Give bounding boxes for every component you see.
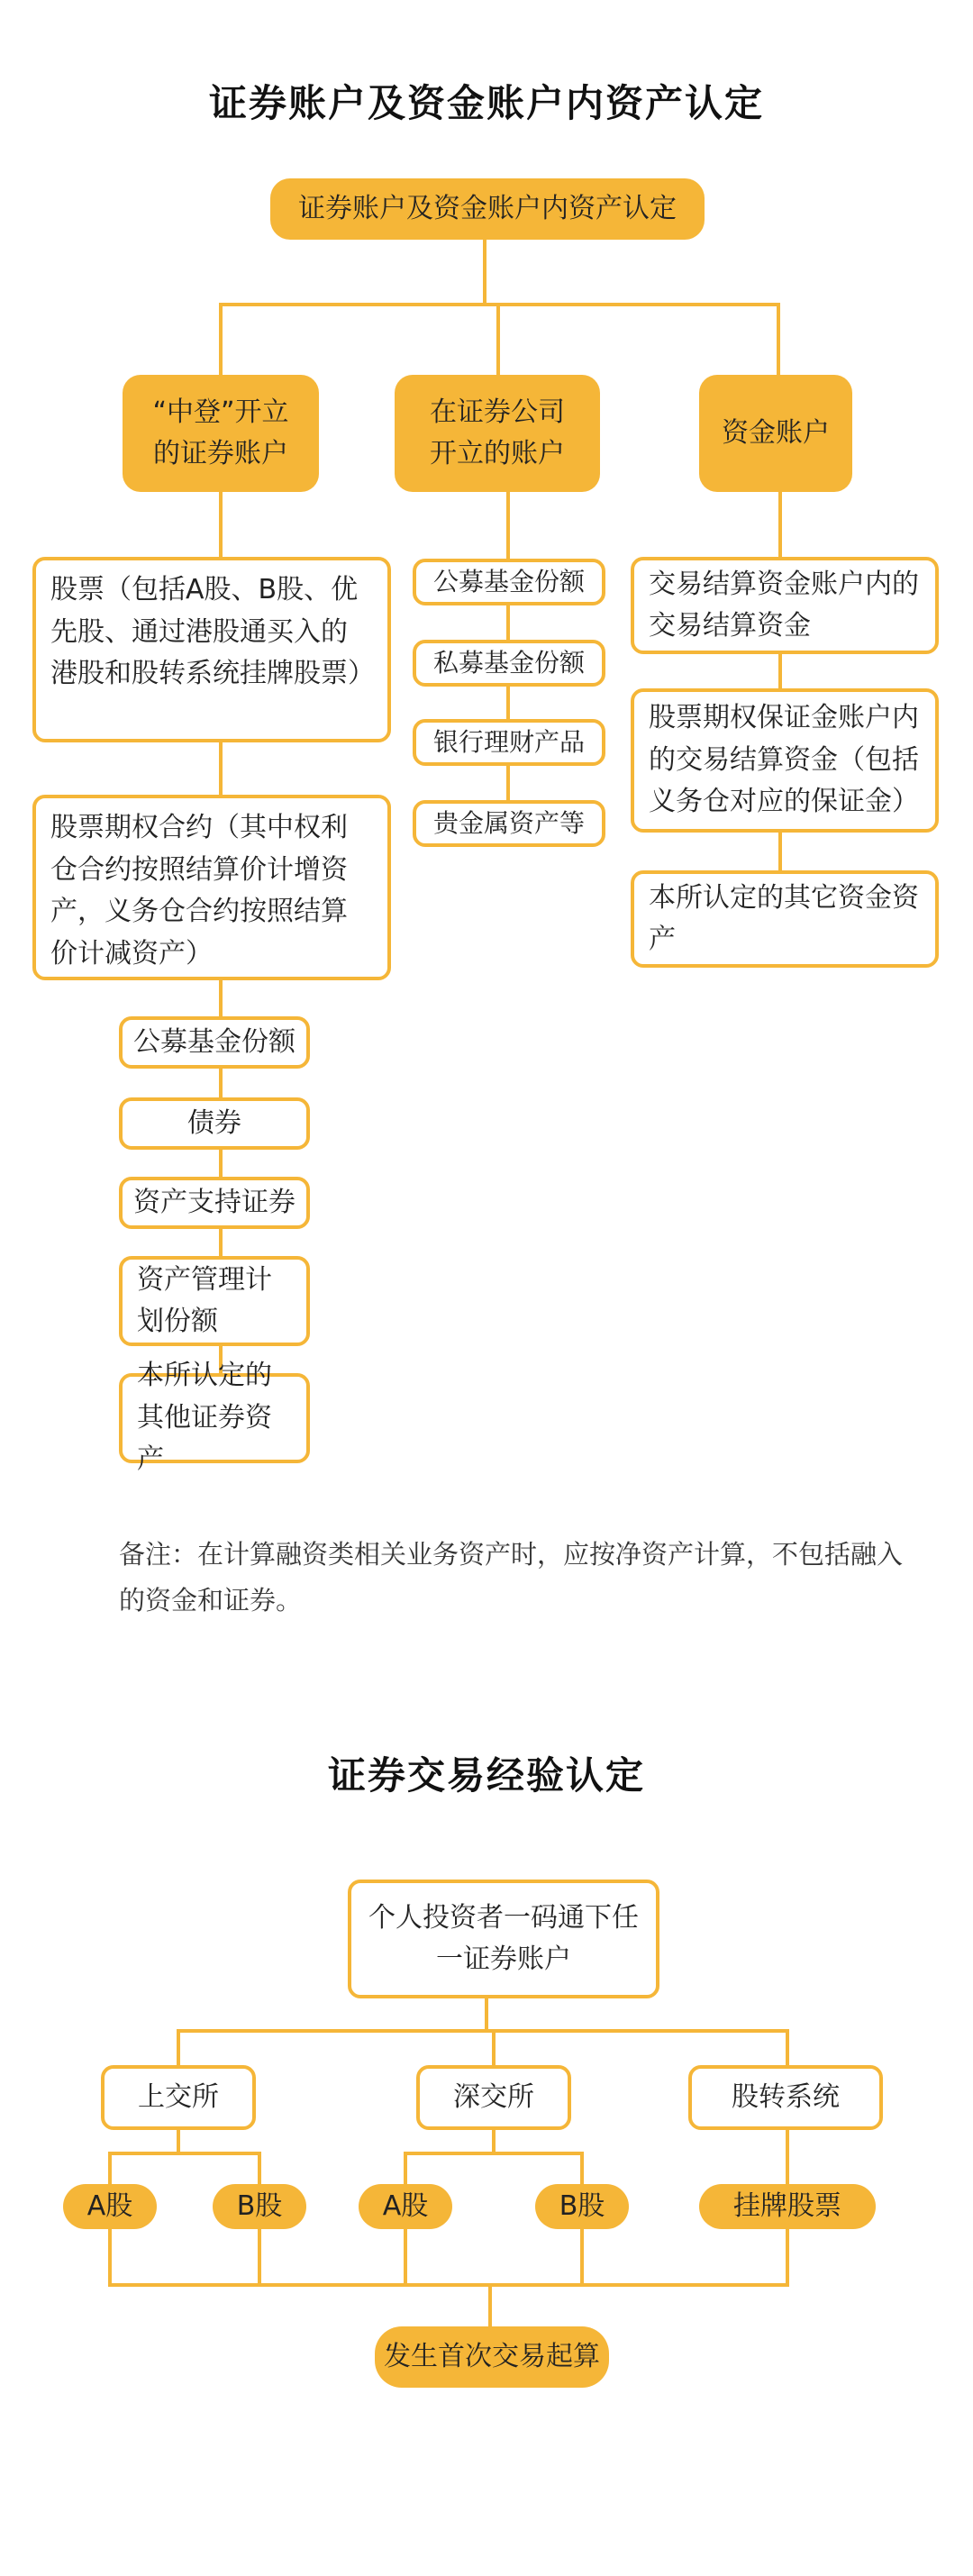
connector	[219, 303, 223, 375]
item-label: 私募基金份额	[432, 648, 585, 678]
stock-label: B股	[559, 2189, 605, 2222]
branch-funds	[699, 375, 852, 492]
item-label: 银行理财产品	[432, 727, 585, 758]
zhongdeng-item-stocks	[32, 557, 391, 742]
item-label: 本所认定的其它资金资产	[649, 881, 919, 955]
stock-label: A股	[382, 2189, 429, 2222]
exchange-label: 股转系统	[732, 2080, 840, 2113]
connector	[786, 2029, 789, 2067]
section-title-assets: 证券账户及资金账户内资产认定	[208, 81, 764, 125]
item-label: 资产支持证券	[133, 1186, 296, 1218]
connector	[483, 236, 486, 306]
connector	[786, 2128, 789, 2188]
branch-broker-label: 在证券公司开立的账户	[430, 396, 565, 469]
asset-note: 备注：在计算融资类相关业务资产时，应按净资产计算，不包括融入的资金和证券。	[119, 1539, 904, 1616]
experience-root-label: 个人投资者一码通下任一证券账户	[368, 1901, 639, 1975]
stock-label: 挂牌股票	[733, 2189, 841, 2222]
connector	[485, 1997, 488, 2033]
exchange-szse	[416, 2065, 571, 2130]
stock-neeq-listed	[699, 2184, 876, 2229]
zhongdeng-item-other	[119, 1360, 310, 1476]
item-label: 交易结算资金账户内的交易结算资金	[649, 568, 919, 642]
asset-root-label: 证券账户及资金账户内资产认定	[298, 192, 677, 224]
connector	[177, 2128, 180, 2153]
funds-item-settlement	[631, 557, 939, 654]
exchange-label: 上交所	[138, 2080, 219, 2113]
connector	[786, 2226, 789, 2287]
exchange-label: 深交所	[453, 2080, 534, 2113]
connector	[488, 2283, 492, 2330]
zhongdeng-item-public-fund	[119, 1016, 310, 1069]
exchange-neeq	[688, 2065, 883, 2130]
connector	[580, 2226, 584, 2287]
connector	[492, 2128, 496, 2153]
section-title-experience: 证券交易经验认定	[327, 1753, 645, 1798]
branch-broker	[395, 375, 600, 492]
branch-zhongdeng	[123, 375, 319, 492]
zhongdeng-item-bonds	[119, 1097, 310, 1150]
stock-sse-a	[63, 2184, 157, 2229]
connector	[496, 303, 500, 375]
branch-funds-label: 资金账户	[722, 416, 830, 449]
experience-result-node	[375, 2326, 609, 2388]
broker-item-precious-metal	[413, 800, 605, 847]
broker-item-wealth-product	[413, 719, 605, 766]
experience-result-label: 发生首次交易起算	[384, 2340, 600, 2372]
branch-zhongdeng-label: “中登”开立的证券账户	[152, 396, 289, 469]
connector	[404, 2152, 584, 2155]
stock-szse-b	[535, 2184, 629, 2229]
connector	[177, 2029, 789, 2033]
experience-root-node	[348, 1880, 659, 1998]
item-label: 股票期权合约（其中权利仓合约按照结算价计增资产，义务仓合约按照结算价计减资产）	[50, 812, 348, 969]
stock-label: A股	[86, 2189, 133, 2222]
connector	[108, 2152, 261, 2155]
stock-sse-b	[213, 2184, 306, 2229]
stock-label: B股	[236, 2189, 283, 2222]
zhongdeng-item-options	[32, 795, 391, 980]
item-label: 资产管理计划份额	[137, 1263, 272, 1337]
item-label: 贵金属资产等	[432, 808, 585, 839]
connector	[108, 2152, 112, 2188]
item-label: 股票（包括A股、B股、优先股、通过港股通买入的港股和股转系统挂牌股票）	[50, 574, 375, 689]
connector	[258, 2226, 261, 2287]
exchange-sse	[101, 2065, 256, 2130]
item-label: 公募基金份额	[432, 567, 585, 597]
connector	[580, 2152, 584, 2188]
item-label: 股票期权保证金账户内的交易结算资金（包括义务仓对应的保证金）	[649, 702, 919, 818]
zhongdeng-item-abs	[119, 1177, 310, 1229]
item-label: 公募基金份额	[133, 1025, 296, 1058]
broker-item-private-fund	[413, 640, 605, 687]
connector	[492, 2029, 496, 2067]
connector	[404, 2152, 407, 2188]
broker-item-public-fund	[413, 559, 605, 605]
connector	[777, 303, 780, 375]
funds-item-other	[631, 870, 939, 968]
connector	[108, 2283, 789, 2287]
item-label: 本所认定的其他证券资产	[137, 1360, 272, 1476]
zhongdeng-item-amp	[119, 1256, 310, 1346]
connector	[177, 2029, 180, 2067]
connector	[258, 2152, 261, 2188]
connector	[404, 2226, 407, 2287]
connector	[108, 2226, 112, 2287]
stock-szse-a	[359, 2184, 452, 2229]
funds-item-options-margin	[631, 688, 939, 833]
item-label: 债券	[187, 1106, 241, 1139]
asset-root-node	[270, 178, 705, 240]
